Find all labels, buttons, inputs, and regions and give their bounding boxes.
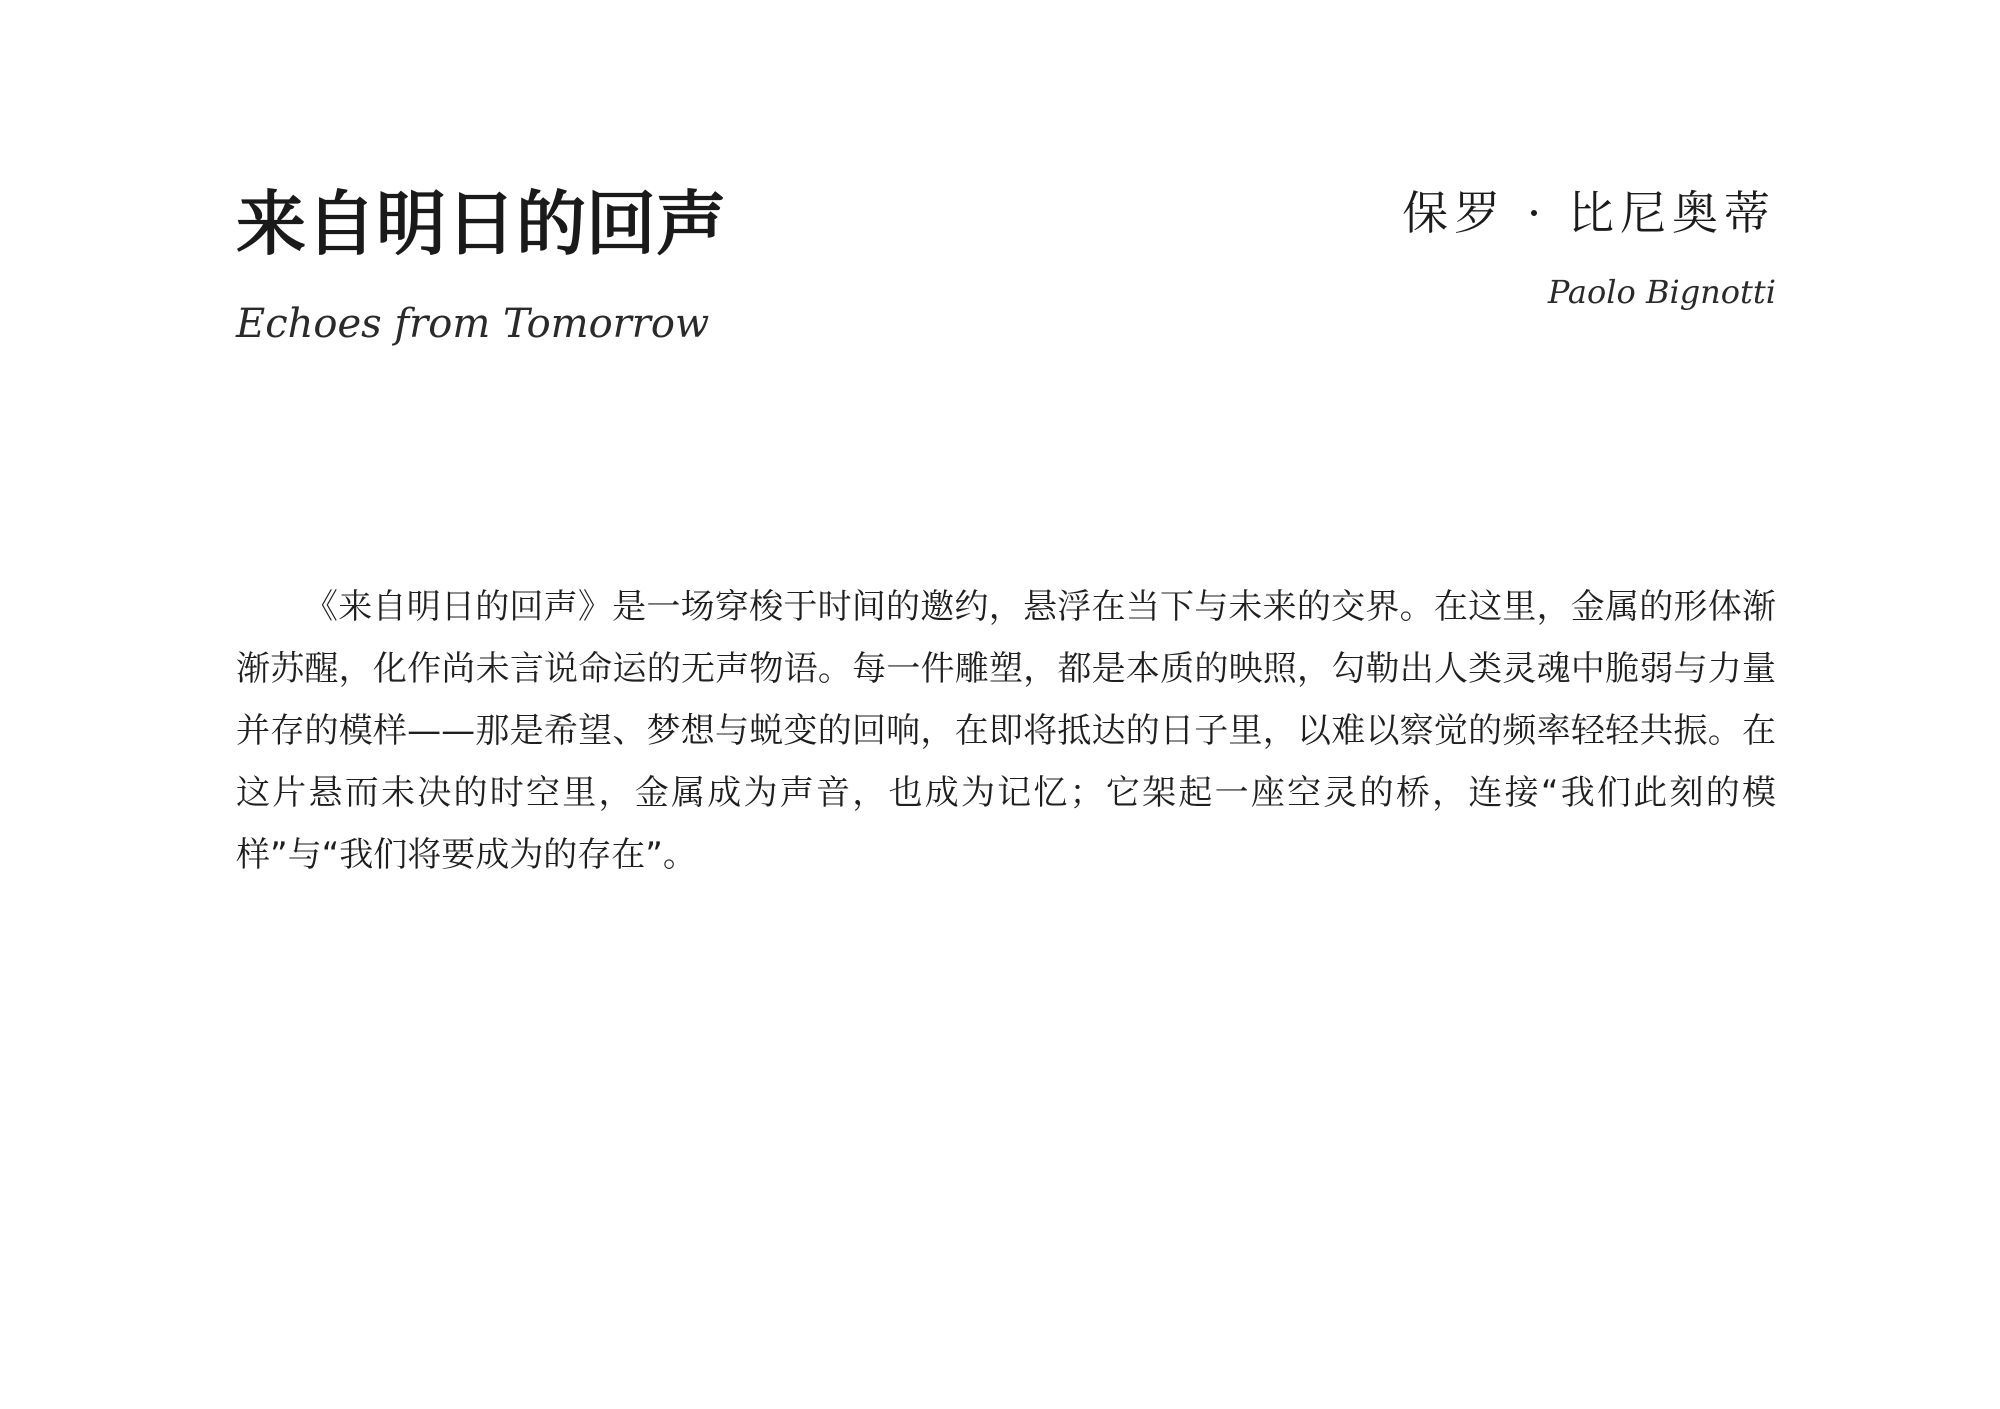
author-name-latin: Paolo Bignotti: [1547, 273, 1776, 311]
page-title: 来自明日的回声: [236, 182, 726, 265]
page-subtitle: Echoes from Tomorrow: [236, 301, 710, 347]
title-block: [236, 178, 1136, 347]
author-block: [1076, 178, 1776, 311]
author-name-chinese: 保罗 · 比尼奥蒂: [1402, 186, 1776, 240]
description-paragraph: 《来自明日的回声》是一场穿梭于时间的邀约，悬浮在当下与未来的交界。在这里，金属的形体渐渐苏醒，化作尚未言说命运的无声物语。每一件雕塑，都是本质的映照，勾勒出人类灵魂中脆弱与力量并存的模样——那是希望、梦想与蜕变的回响，在即将抵达的日子里，以难以察觉的频率轻轻共振。在这片悬而未决的时空里，金属成为声音，也成为记忆；它架起一座空灵的桥，连接“我们此刻的模样”与“我们将要成为的存在”。: [236, 587, 1776, 875]
